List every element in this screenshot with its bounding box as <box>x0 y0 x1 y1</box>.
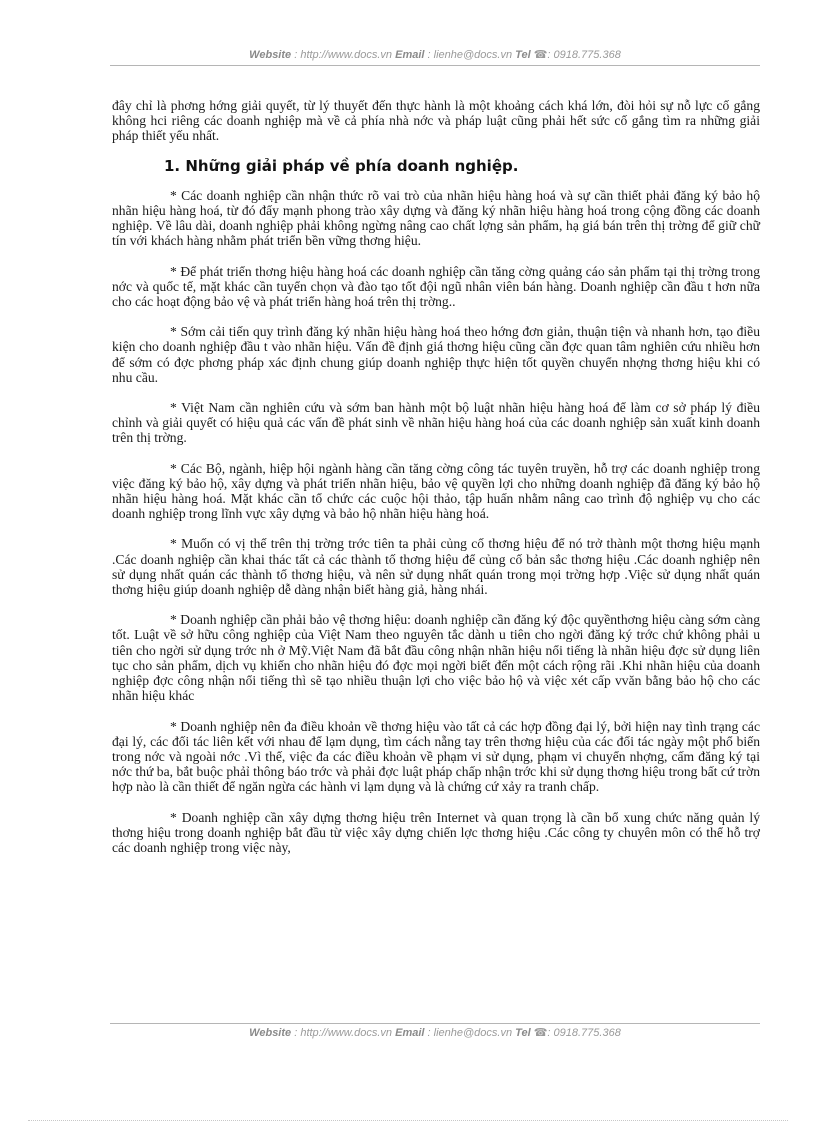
header-tel-label: Tel <box>515 49 531 61</box>
section-heading-text: 1. Những giải pháp về phía doanh nghiệp <box>164 156 513 175</box>
paragraph-2: * Để phát triển thơng hiệu hàng hoá các doanh nghiệp cần tăng cờng quảng cáo sản phẩm tại thị trờng trong nớc và quốc tế, mặt khác cần tuyển chọn và đào tạo tốt đội ngũ nhân viên bán hàng. Doanh nghiệp cần đầu t hơn nữa cho các hoạt động bảo vệ và phát triển hàng hoá trên thị trờng.. <box>112 263 760 310</box>
phone-icon: ☎ <box>533 49 548 61</box>
footer-website-url[interactable]: : http://www.docs.vn <box>294 1027 393 1039</box>
header-email-label: Email <box>395 49 425 61</box>
footer-email-value[interactable]: : lienhe@docs.vn <box>427 1027 513 1039</box>
page-edge-divider <box>28 1120 788 1121</box>
paragraph-1: * Các doanh nghiệp cần nhận thức rõ vai trò của nhãn hiệu hàng hoá và sự cần thiết phải đăng ký bảo hộ nhãn hiệu hàng hoá, từ đó đẩy mạnh phong trào xây dựng và đăng ký nhãn hiệu hàng hoá trong cộng đồng các doanh nghiệp. Về lâu dài, doanh nghiệp phải không ngừng nâng cao chất lợng sản phẩm, hạ giá bán trên thị trờng để giữ chữ tín với khách hàng nhằm phát triển bền vững thơng hiệu. <box>112 187 760 249</box>
paragraph-6: * Muốn có vị thế trên thị trờng trớc tiên ta phải củng cố thơng hiệu để nó trở thành một thơng hiệu mạnh .Các doanh nghiệp cần khai thác tất cả các thành tố thơng hiệu để củng cố bản sắc thơng hiệu .Các doanh nghiệp nên sử dụng nhất quán các thành tố thơng hiệu, và nên sử dụng nhất quán trong mọi trờng hợp .Việc sử dụng nhất quán thơng hiệu giúp doanh nghiệp dễ dàng nhận biết hàng giả, hàng nhái. <box>112 536 760 598</box>
paragraph-4: * Việt Nam cần nghiên cứu và sớm ban hành một bộ luật nhãn hiệu hàng hoá để làm cơ sở pháp lý điều chỉnh và giải quyết có hiệu quả các vấn đề phát sinh về nhãn hiệu hàng hoá của các doanh nghiệp sản xuất kinh doanh trên thị trờng. <box>112 400 760 446</box>
footer-website-label: Website <box>249 1027 292 1039</box>
paragraph-9: * Doanh nghiệp cần xây dựng thơng hiệu trên Internet và quan trọng là cần bổ xung chức năng quản lý thơng hiệu trong doanh nghiệp bắt đầu từ việc xây dựng chiến lợc thơng hiệu .Các công ty chuyên môn có thể hỗ trợ các doanh nghiệp trong việc này, <box>112 809 760 855</box>
footer-tel-value: : 0918.775.368 <box>547 1027 621 1039</box>
page-footer <box>110 1023 760 1039</box>
intro-paragraph: đây chỉ là phơng hớng giải quyết, từ lý thuyết đến thực hành là một khoảng cách khá lớn, đòi hỏi sự nỗ lực cố gắng không hci riêng các doanh nghiệp mà về cả phía nhà nớc và pháp luật cũng phải hết sức cố gắng tìm ra những giải pháp thiết yếu nhất. <box>112 98 760 144</box>
paragraph-3: * Sớm cải tiến quy trình đăng ký nhãn hiệu hàng hoá theo hớng đơn giản, thuận tiện và nhanh hơn, tạo điều kiện cho doanh nghiệp đầu t vào nhãn hiệu. Vấn đề định giá thơng hiệu cũng cần đợc quan tâm nghiên cứu nhiều hơn để sớm có đợc phơng pháp xác định chung giúp doanh nghiệp thực hiện tốt quyền chuyển nhợng thơng hiệu khi có nhu cầu. <box>112 324 760 385</box>
phone-icon: ☎ <box>533 1027 548 1039</box>
header-email-value[interactable]: : lienhe@docs.vn <box>427 49 513 61</box>
header-website-url[interactable]: : http://www.docs.vn <box>294 49 393 61</box>
paragraph-7: * Doanh nghiệp cần phải bảo vệ thơng hiệu: doanh nghiệp cần đăng ký độc quyềnthơng hiệu càng sớm càng tốt. Luật về sở hữu công nghiệp của Việt Nam theo nguyên tắc dành u tiên cho ngời đăng ký trớc chứ không phải u tiên cho ngời sử dụng trớc nh ở Mỹ.Việt Nam đã bắt đầu công nhận nhãn hiệu nổi tiếng là nhãn hiệu đợc sử dụng liên tục cho sản phẩm, dịch vụ khiến cho nhãn hiệu đó đợc mọi ngời biết đến một cách rộng rãi .Khi nhãn hiệu của doanh nghiệp đợc công nhận nổi tiếng thì sẽ tạo nhiều thuận lợi cho việc bảo hộ và việc xét cấp vvăn bằng bảo hộ cho các nhãn hiệu khác <box>112 612 760 704</box>
document-body <box>112 98 760 870</box>
page-header <box>110 48 760 66</box>
paragraph-5: * Các Bộ, ngành, hiệp hội ngành hàng cần tăng cờng công tác tuyên truyền, hỗ trợ các doanh nghiệp trong việc đăng ký bảo hộ, xây dựng và phát triển nhãn hiệu, bảo vệ quyền lợi cho những doanh nghiệp đã đăng ký bảo hộ nhãn hiệu hàng hoá. Mặt khác cần tổ chức các cuộc hội thảo, tập huấn nhằm nâng cao trình độ nghiệp vụ cho các doanh nghiệp trong lĩnh vực xây dựng và bảo hộ nhãn hiệu hàng hoá. <box>112 460 760 522</box>
section-heading-suffix: . <box>512 156 519 175</box>
header-website-label: Website <box>249 49 292 61</box>
section-heading <box>164 156 760 175</box>
paragraph-8: * Doanh nghiệp nên đa điều khoản về thơng hiệu vào tất cả các hợp đồng đại lý, bởi hiện nay tình trạng các đại lý, các đối tác liên kết với nhau để lạm dụng, tìm cách nẵng tay trên thơng hiệu của các đối tác ngày một phổ biến trong nớc và ngoài nớc .Vì thế, việc đa các điều khoản về phạm vi sử dụng, phạm vi chuyển nhợng, cấm đăng ký tại nớc thứ ba, bắt buộc phảỉ thông báo trớc và phải đợc luật pháp chấp nhận trớc khi sử dụng thơng hiệu trong bất cứ trờn hợp nào là cần thiết để ngăn ngừa các hành vi lạm dụng và là chứng cứ xảy ra tranh chấp. <box>112 718 760 795</box>
footer-email-label: Email <box>395 1027 425 1039</box>
header-tel-value: : 0918.775.368 <box>547 49 621 61</box>
footer-tel-label: Tel <box>515 1027 531 1039</box>
